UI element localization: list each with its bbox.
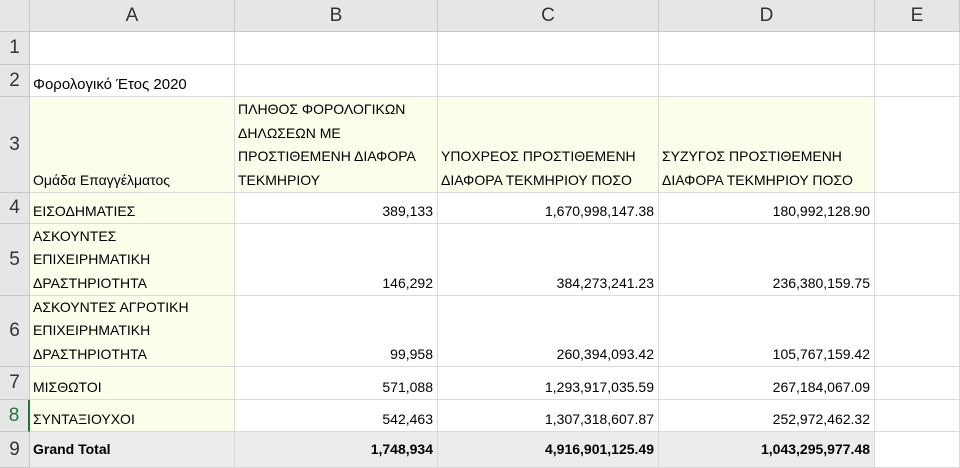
cell-e9[interactable] — [875, 432, 960, 468]
column-header-b[interactable]: B — [235, 0, 438, 32]
row-header-2[interactable]: 2 — [0, 65, 30, 97]
cell-e6[interactable] — [875, 296, 960, 367]
column-header-c[interactable]: C — [438, 0, 659, 32]
grand-total-spouse[interactable]: 1,043,295,977.48 — [659, 432, 875, 468]
cell-count[interactable]: 389,133 — [235, 193, 438, 224]
cell-e3[interactable] — [875, 97, 960, 193]
cell-count[interactable]: 571,088 — [235, 367, 438, 400]
cell-obliged-amount[interactable]: 1,307,318,607.87 — [438, 400, 659, 432]
cell-a1[interactable] — [30, 32, 235, 65]
cell-obliged-amount[interactable]: 1,293,917,035.59 — [438, 367, 659, 400]
cell-count[interactable]: 99,958 — [235, 296, 438, 367]
cell-e4[interactable] — [875, 193, 960, 224]
cell-a2-title[interactable]: Φορολογικό Έτος 2020 — [30, 65, 235, 97]
cell-d2[interactable] — [659, 65, 875, 97]
header-cell-count[interactable]: ΠΛΗΘΟΣ ΦΟΡΟΛΟΓΙΚΩΝ ΔΗΛΩΣΕΩΝ ΜΕ ΠΡΟΣΤΙΘΕΜΕΝΗ ΔΙΑΦΟΡΑ ΤΕΚΜΗΡΙΟΥ — [235, 97, 438, 193]
cell-b2[interactable] — [235, 65, 438, 97]
grand-total-obliged[interactable]: 4,916,901,125.49 — [438, 432, 659, 468]
cell-e8[interactable] — [875, 400, 960, 432]
row-header-7[interactable]: 7 — [0, 367, 30, 400]
cell-c2[interactable] — [438, 65, 659, 97]
cell-b1[interactable] — [235, 32, 438, 65]
cell-d1[interactable] — [659, 32, 875, 65]
cell-spouse-amount[interactable]: 267,184,067.09 — [659, 367, 875, 400]
select-all-corner[interactable] — [0, 0, 30, 32]
cell-obliged-amount[interactable]: 384,273,241.23 — [438, 224, 659, 296]
cell-group[interactable]: ΜΙΣΘΩΤΟΙ — [30, 367, 235, 400]
grand-total-count[interactable]: 1,748,934 — [235, 432, 438, 468]
grand-total-label[interactable]: Grand Total — [30, 432, 235, 468]
cell-spouse-amount[interactable]: 180,992,128.90 — [659, 193, 875, 224]
row-header-3[interactable]: 3 — [0, 97, 30, 193]
cell-e7[interactable] — [875, 367, 960, 400]
cell-e2[interactable] — [875, 65, 960, 97]
cell-count[interactable]: 146,292 — [235, 224, 438, 296]
cell-c1[interactable] — [438, 32, 659, 65]
column-header-d[interactable]: D — [659, 0, 875, 32]
row-header-8[interactable]: 8 — [0, 400, 30, 432]
header-cell-obliged[interactable]: ΥΠΟΧΡΕΟΣ ΠΡΟΣΤΙΘΕΜΕΝΗ ΔΙΑΦΟΡΑ ΤΕΚΜΗΡΙΟΥ ΠΟΣΟ — [438, 97, 659, 193]
cell-e1[interactable] — [875, 32, 960, 65]
cell-obliged-amount[interactable]: 260,394,093.42 — [438, 296, 659, 367]
header-cell-spouse[interactable]: ΣΥΖΥΓΟΣ ΠΡΟΣΤΙΘΕΜΕΝΗ ΔΙΑΦΟΡΑ ΤΕΚΜΗΡΙΟΥ ΠΟΣΟ — [659, 97, 875, 193]
header-cell-group[interactable]: Ομάδα Επαγγέλματος — [30, 97, 235, 193]
row-header-9[interactable]: 9 — [0, 432, 30, 468]
cell-group[interactable]: ΑΣΚΟΥΝΤΕΣ ΑΓΡΟΤΙΚΗ ΕΠΙΧΕΙΡΗΜΑΤΙΚΗ ΔΡΑΣΤΗΡΙΟΤΗΤΑ — [30, 296, 235, 367]
cell-group[interactable]: ΕΙΣΟΔΗΜΑΤΙΕΣ — [30, 193, 235, 224]
row-header-6[interactable]: 6 — [0, 296, 30, 367]
cell-spouse-amount[interactable]: 236,380,159.75 — [659, 224, 875, 296]
cell-e5[interactable] — [875, 224, 960, 296]
cell-obliged-amount[interactable]: 1,670,998,147.38 — [438, 193, 659, 224]
cell-group[interactable]: ΑΣΚΟΥΝΤΕΣ ΕΠΙΧΕΙΡΗΜΑΤΙΚΗ ΔΡΑΣΤΗΡΙΟΤΗΤΑ — [30, 224, 235, 296]
row-header-1[interactable]: 1 — [0, 32, 30, 65]
row-header-4[interactable]: 4 — [0, 193, 30, 224]
cell-spouse-amount[interactable]: 252,972,462.32 — [659, 400, 875, 432]
cell-count[interactable]: 542,463 — [235, 400, 438, 432]
row-header-5[interactable]: 5 — [0, 224, 30, 296]
column-header-e[interactable]: E — [875, 0, 960, 32]
cell-group[interactable]: ΣΥΝΤΑΞΙΟΥΧΟΙ — [30, 400, 235, 432]
cell-spouse-amount[interactable]: 105,767,159.42 — [659, 296, 875, 367]
column-header-a[interactable]: A — [30, 0, 235, 32]
